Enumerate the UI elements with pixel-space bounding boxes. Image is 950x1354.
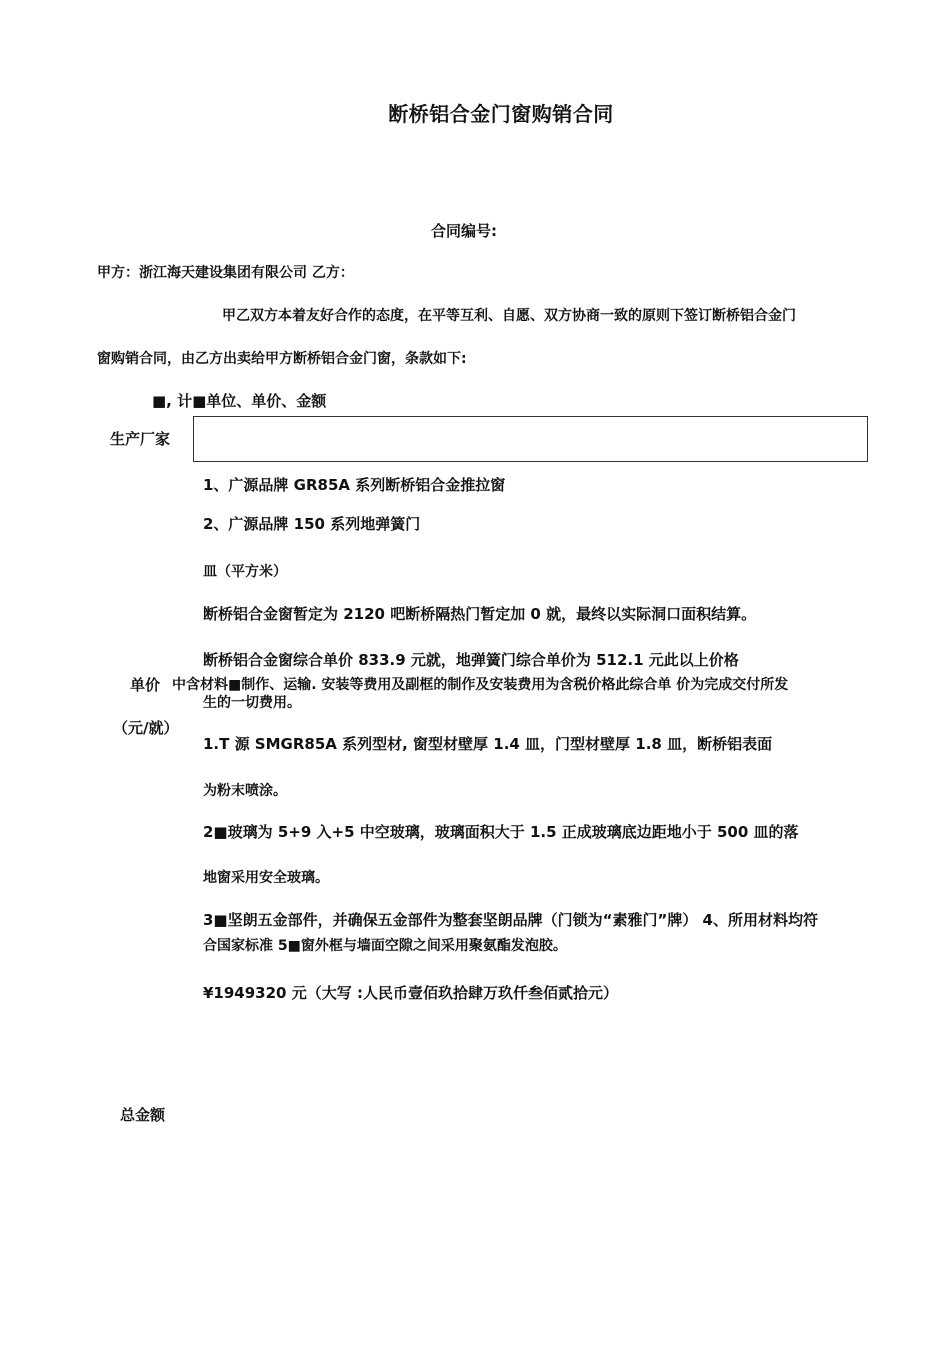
price-line-3: 生的一切费用。 (203, 695, 301, 711)
spec-3-line-1: 3■坚朗五金部件，并确保五金部件为整套坚朗品牌（门锁为“素雅门”牌） 4、所用材料均符 (203, 911, 818, 929)
area-text: 断桥铝合金窗暂定为 2120 吧断桥隔热门暂定加 0 就，最终以实际洞口面积结算。 (203, 605, 757, 623)
intro-line-1: 甲乙双方本着友好合作的态度，在平等互利、自愿、双方协商一致的原则下签订断桥铝合金门 (222, 308, 796, 324)
spec-3-line-2: 合国家标准 5■窗外框与墙面空隙之间采用聚氨酯发泡胶。 (203, 938, 567, 954)
spec-1-line-2: 为粉末喷涂。 (203, 783, 287, 799)
unit-label: （元/就） (113, 719, 179, 737)
spec-1-line-1: 1.T 源 SMGR85A 系列型材, 窗型材壁厚 1.4 皿，门型材壁厚 1.8 皿，断桥铝表面 (203, 735, 773, 753)
section-heading: ■, 计■单位、单价、金额 (152, 392, 327, 410)
intro-line-2: 窗购销合同，由乙方出卖给甲方断桥铝合金门窗，条款如下: (97, 351, 467, 367)
unit-price-label: 单价 (130, 676, 161, 694)
parties-line: 甲方：浙江海天建设集团有限公司 乙方： (97, 265, 354, 281)
unit-text: 皿（平方米） (203, 564, 287, 580)
contract-number-label: 合同编号: (431, 222, 497, 240)
manufacturer-box (193, 416, 868, 462)
manufacturer-label: 生产厂家 (110, 430, 171, 448)
product-1: 1、广源品牌 GR85A 系列断桥铝合金推拉窗 (203, 476, 506, 494)
product-2: 2、广源品牌 150 系列地弹簧门 (203, 515, 421, 533)
total-amount-label: 总金额 (120, 1106, 166, 1124)
price-line-1: 断桥铝合金窗综合单价 833.9 元就，地弹簧门综合单价为 512.1 元此以上价格 (203, 651, 739, 669)
spec-2-line-1: 2■玻璃为 5+9 入+5 中空玻璃，玻璃面积大于 1.5 正成玻璃底边距地小于 500 皿的落 (203, 823, 799, 841)
total-text: ¥1949320 元（大写 :人民币壹佰玖拾肆万玖仟叁佰贰拾元） (203, 984, 618, 1002)
price-line-2: 中含材料■制作、运输. 安装等费用及副框的制作及安装费用为含税价格此综合单 价为完成交付所发 (172, 677, 789, 693)
document-title: 断桥铝合金门窗购销合同 (388, 102, 614, 126)
spec-2-line-2: 地窗采用安全玻璃。 (203, 870, 329, 886)
